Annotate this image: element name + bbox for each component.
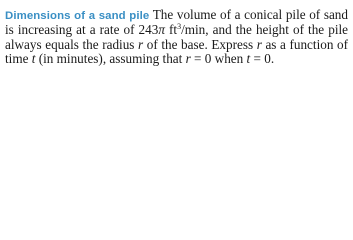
variable-t: t xyxy=(31,51,36,67)
variable-r: r xyxy=(185,51,191,67)
problem-text-part: (in minutes), assuming that xyxy=(35,51,186,67)
problem-text-part: as a function of time xyxy=(5,36,349,67)
problem-statement xyxy=(5,8,348,67)
problem-text-part: The volume of a conical pile of sand is increasing at a rate of 243 xyxy=(5,7,348,38)
problem-title: Dimensions of a sand pile xyxy=(5,10,150,22)
problem-text-part: = 0. xyxy=(250,51,275,67)
problem-text-part: ft xyxy=(164,22,178,38)
variable-t: t xyxy=(246,51,251,67)
variable-r: r xyxy=(138,36,144,52)
problem-text-part: = 0 when xyxy=(190,51,247,67)
variable-r: r xyxy=(256,36,262,52)
problem-text-part: of the base. Express xyxy=(143,36,257,52)
pi-symbol: π xyxy=(158,22,165,38)
exponent: 3 xyxy=(177,22,182,32)
problem-text-part: /min, and the height of the pile always equals the radius xyxy=(5,22,349,52)
